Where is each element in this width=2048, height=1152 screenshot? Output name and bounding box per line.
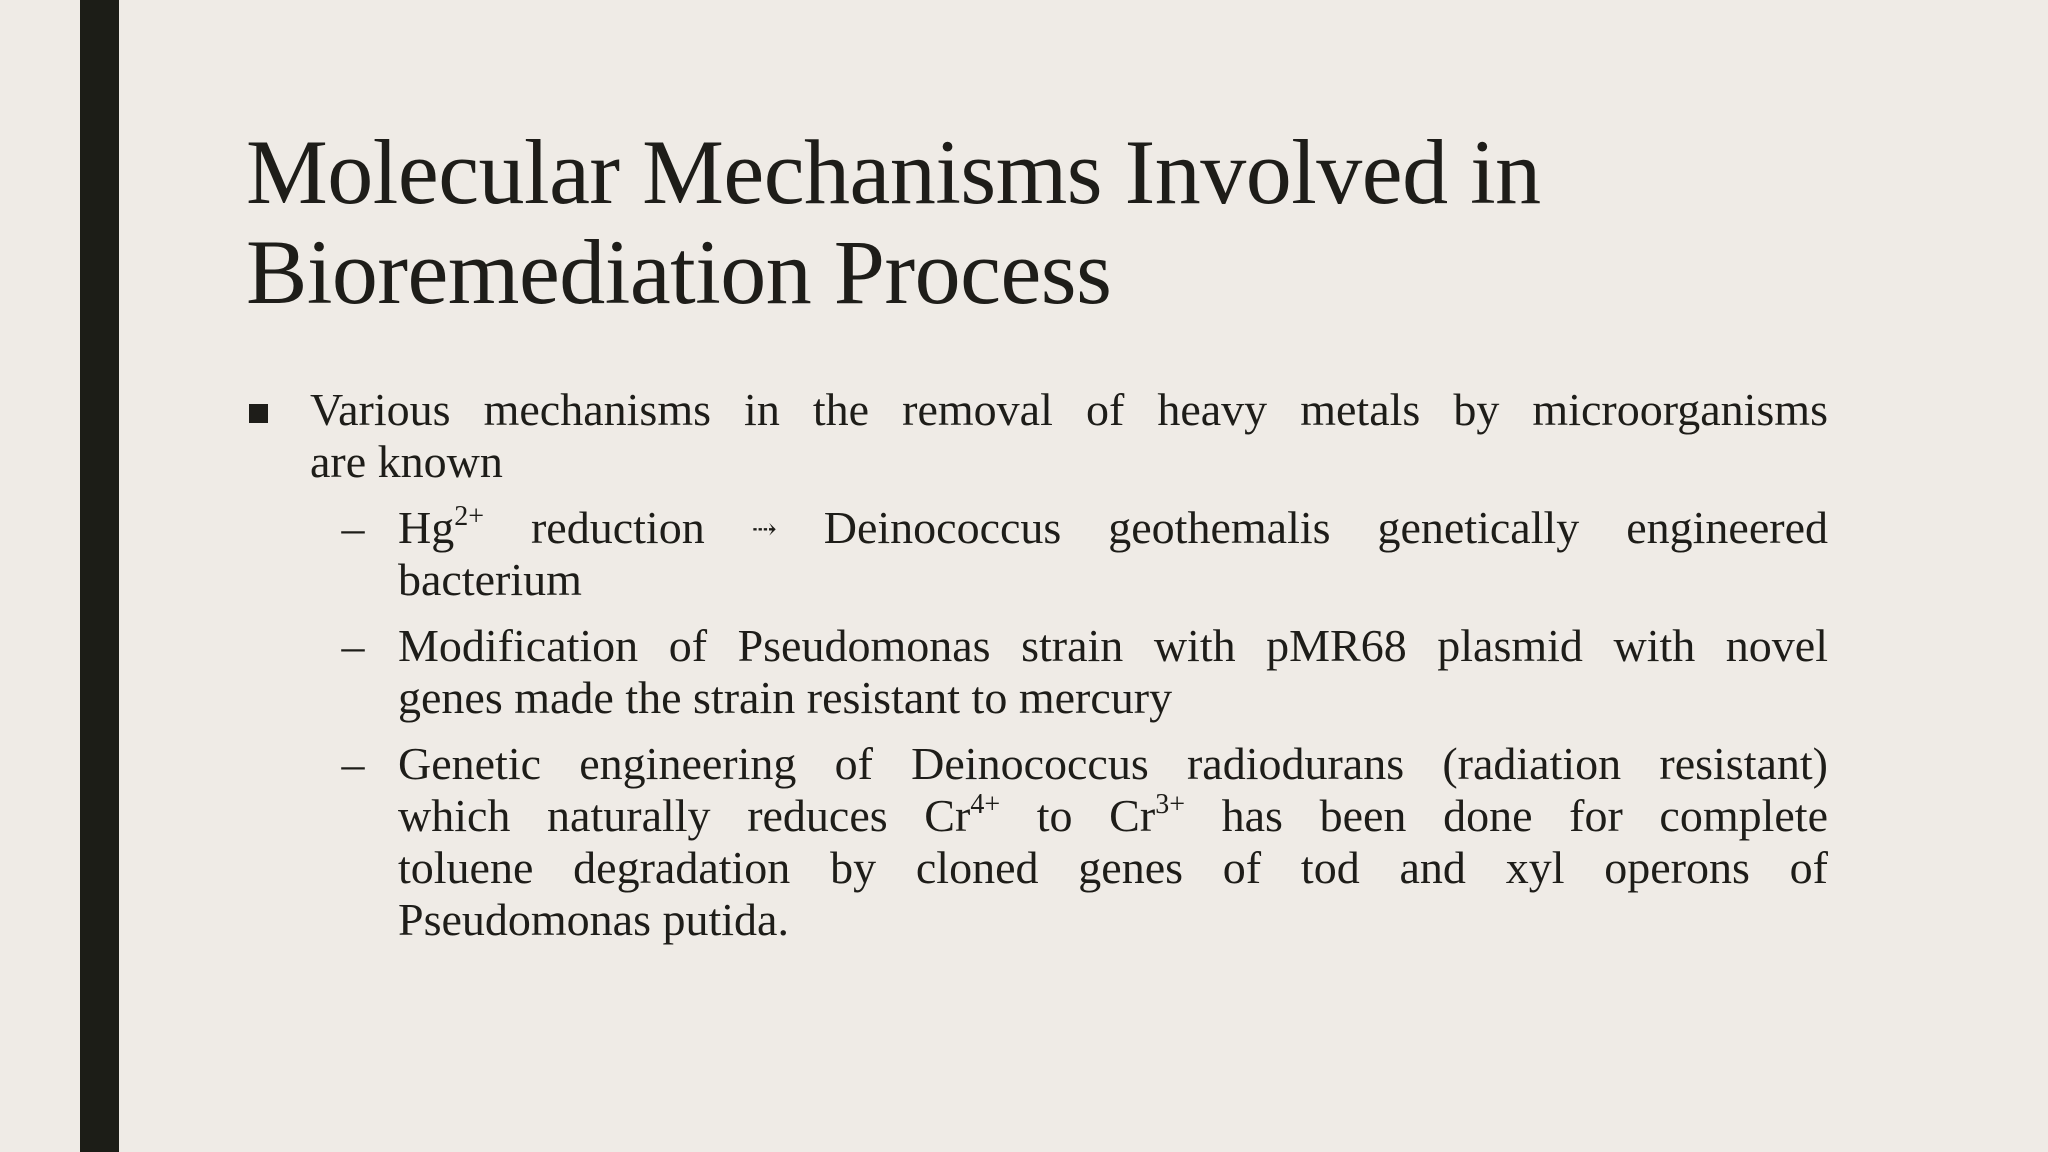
title-line-1: Molecular Mechanisms Involved in — [246, 121, 1541, 223]
sub-bullet-line: Pseudomonas putida. — [398, 894, 789, 945]
reduction-word: reduction — [530, 502, 705, 553]
hg-charge: 2+ — [454, 502, 485, 532]
bullet-text-line-2: are known — [310, 436, 503, 487]
cr-charge-4: 4+ — [970, 790, 1001, 820]
sub-bullet-line — [398, 790, 1828, 842]
dash-bullet-icon: – — [341, 620, 365, 671]
sub-bullet-line: toluene degradation by cloned genes of tod and xyl operons of — [398, 842, 1828, 893]
dash-bullet-icon: – — [341, 502, 365, 553]
sub-bullet-line: Modification of Pseudomonas strain with pMR68 plasmid with novel — [398, 620, 1828, 671]
deinococcus-text: Deinococcus geothemalis genetically engineered — [823, 502, 1828, 553]
dash-bullet-icon: – — [341, 738, 365, 789]
sub-bullet-line: bacterium — [398, 554, 582, 605]
text-fragment: has been done for complete — [1184, 790, 1828, 841]
cr-charge-3: 3+ — [1155, 790, 1185, 820]
slide-title — [246, 122, 1896, 322]
text-fragment: which naturally reduces Cr — [398, 790, 971, 841]
bullet-list — [246, 384, 1828, 960]
sub-bullet-item — [246, 620, 1828, 724]
sub-bullet-list — [246, 502, 1828, 946]
sub-bullet-line — [398, 502, 1828, 554]
square-bullet-icon — [249, 404, 268, 423]
left-accent-bar — [80, 0, 119, 1152]
title-line-2: Bioremediation Process — [246, 221, 1112, 323]
sub-bullet-item — [246, 502, 1828, 606]
bullet-item — [246, 384, 1828, 488]
sub-bullet-line: Genetic engineering of Deinococcus radiodurans (radiation resistant) — [398, 738, 1828, 789]
text-fragment: to Cr — [1000, 790, 1156, 841]
hg-symbol: Hg — [398, 502, 455, 553]
sub-bullet-item — [246, 738, 1828, 946]
sub-bullet-line: genes made the strain resistant to mercury — [398, 672, 1173, 723]
dashed-arrow-icon: ⇢ — [751, 513, 777, 546]
bullet-text-line-1: Various mechanisms in the removal of heavy metals by microorganisms — [310, 384, 1828, 435]
